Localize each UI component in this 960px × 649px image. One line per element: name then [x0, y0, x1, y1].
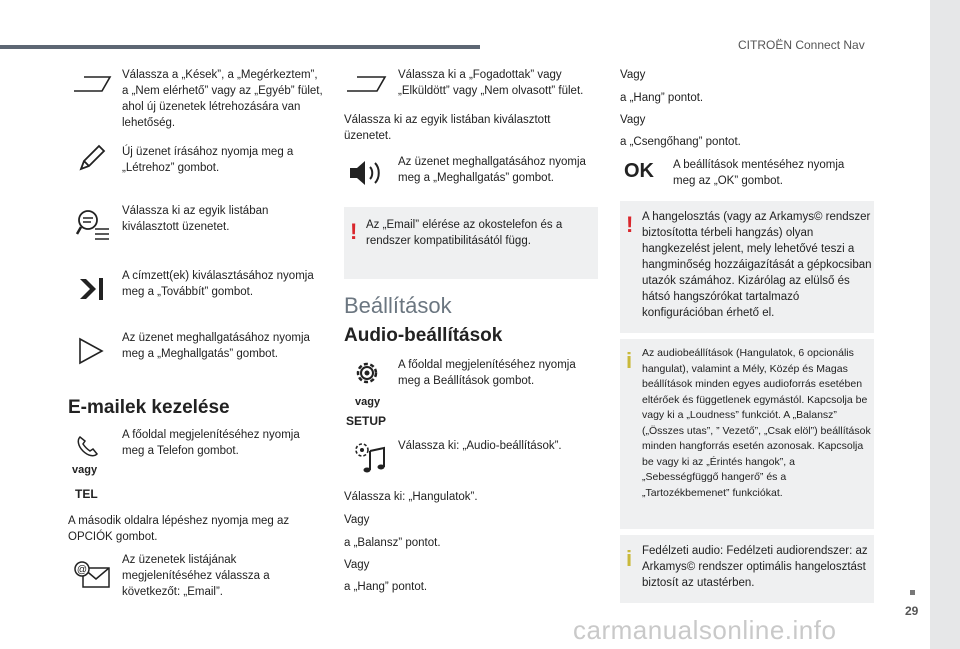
col2-list-text: Válassza ki az egyik listában kiválasztott üzenetet. [344, 114, 551, 142]
page-number: 29 [905, 604, 919, 618]
options-text: A második oldalra lépéshez nyomja meg az OPCIÓK gombot. [68, 515, 290, 543]
pencil-icon [76, 142, 108, 174]
forward-icon [74, 272, 108, 306]
tab-icon-2 [344, 72, 388, 96]
col2-p3: a „Balansz” pontot. [344, 537, 441, 549]
col1-row4-text: A címzett(ek) kiválasztásához nyomja meg a „Továbbít” gombot. [122, 270, 314, 298]
col2-row1-text: Válassza ki a „Fogadottak” vagy „Elküldött” vagy „Nem olvasott” fület. [398, 69, 584, 97]
col1-row5-text: Az üzenet meghallgatásához nyomja meg a „Meghallgatás” gombot. [122, 332, 310, 360]
col2-audio-text: Válassza ki: „Audio-beállítások”. [398, 440, 562, 452]
tel-label: TEL [75, 487, 98, 501]
info-icon-2: i [626, 546, 633, 571]
audio-settings-heading: Audio-beállítások [344, 325, 503, 346]
col3-p3: Vagy [620, 114, 646, 126]
warning-note-text: Az „Email” elérése az okostelefon és a rendszer kompatibilitásától függ. [366, 219, 563, 247]
col3-p2: a „Hang” pontot. [620, 92, 704, 104]
or-label: vagy [72, 464, 98, 476]
col2-p5: a „Hang” pontot. [344, 581, 428, 593]
phone-icon [72, 432, 102, 462]
col2-listen-text: Az üzenet meghallgatásához nyomja meg a „Meghallgatás” gombot. [398, 156, 586, 184]
svg-text:@: @ [76, 564, 88, 576]
watermark: carmanualsonline.info [573, 615, 837, 645]
email-icon [72, 558, 112, 592]
gear-icon [352, 358, 382, 388]
col3-p1: Vagy [620, 69, 646, 81]
col3-p4: a „Csengőhang” pontot. [620, 136, 741, 148]
speaker-icon [346, 156, 386, 190]
col3-info-text-2: Fedélzeti audio: Fedélzeti audiorendszer: az Arkamys© rendszer optimális hangelosztást biztosít az utastérben. [642, 545, 868, 589]
col3-warning-text: A hangelosztás (vagy az Arkamys© rendszer biztosította térbeli hangzás) olyan hangkezelést jelent, mely lehetővé teszi a hangminőség hozzáigazítását a gépkocsiban utazók számához. Kizárólag az elülső és hátsó hangszórókat tartalmazó konfigurációban érhető el. [642, 211, 872, 319]
info-icon: i [626, 348, 633, 373]
col2-p2: Vagy [344, 514, 370, 526]
search-list-icon [74, 206, 112, 244]
brand-title: CITROËN Connect Nav [738, 38, 865, 52]
email-heading: E-mailek kezelése [68, 397, 230, 418]
ok-icon: OK [624, 160, 654, 182]
col1-row1-text: Válassza a „Kések”, a „Megérkeztem”, a „Nem elérhető” vagy az „Egyéb” fület, ahol új üzenetek létrehozására van lehetőség. [122, 69, 323, 129]
header-bar [0, 45, 480, 49]
col1-row2-text: Új üzenet írásához nyomja meg a „Létrehoz” gombot. [122, 146, 294, 174]
col2-p1: Válassza ki: „Hangulatok”. [344, 491, 478, 503]
col3-info-text: Az audiobeállítások (Hangulatok, 6 opcionális hangulat), valamint a Mély, Közép és Magas beállítások minden egyes audioforrás esetében eltérőek és függetlenek egymástól. Kapcsolja be vagy ki a „Loudness” funkciót. A „Balansz” („Összes utas”, ” Vezető”, „Csak elöl”) beállítások minden hangforrás esetén azonosak. Kapcsolja be vagy ki az „Érintés hangok”, a „Sebességfüggő hangerő” és a „Tartozékbemenet” funkciókat. [642, 347, 871, 499]
col2-p4: Vagy [344, 559, 370, 571]
col2-settings-text: A főoldal megjelenítéséhez nyomja meg a Beállítások gombot. [398, 359, 576, 387]
col3-ok-text: A beállítások mentéséhez nyomja meg az „OK” gombot. [673, 159, 845, 187]
setup-label: SETUP [346, 414, 387, 428]
settings-heading: Beállítások [344, 293, 452, 318]
warning-icon-2: ! [626, 212, 634, 237]
page-marker [910, 590, 915, 595]
play-icon [74, 334, 108, 368]
tab-icon [72, 72, 112, 96]
phone-text: A főoldal megjelenítéséhez nyomja meg a Telefon gombot. [122, 429, 300, 457]
page-edge-bar [930, 0, 960, 649]
email-text: Az üzenetek listájának megjelenítéséhez válassza a következőt: „Email”. [122, 554, 270, 598]
audio-settings-icon [352, 440, 388, 476]
warning-icon: ! [350, 219, 358, 244]
or-label-2: vagy [355, 396, 381, 408]
col1-row3-text: Válassza ki az egyik listában kiválasztott üzenetet. [122, 205, 269, 233]
